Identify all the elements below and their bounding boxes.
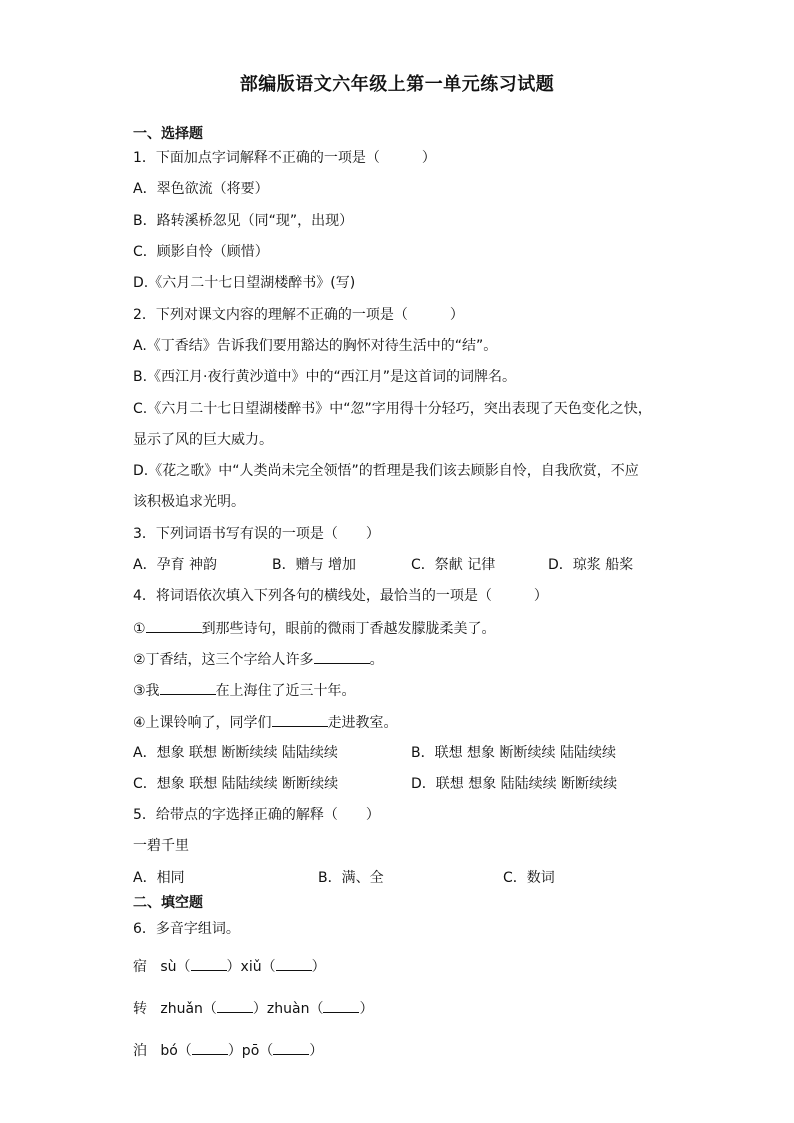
question-5-word: 一碧千里 [133, 838, 189, 854]
row-end: ） [359, 1001, 374, 1017]
fill-blank[interactable] [314, 649, 370, 664]
sentence-3-prefix: ③我 [133, 683, 160, 699]
question-2-option-d-line1: D.《花之歌》中“人类尚未完全领悟”的哲理是我们该去顾影自怜，自我欣赏，不应 [133, 463, 639, 479]
question-2-option-c-line1: C.《六月二十七日望湖楼醉书》中“忽”字用得十分轻巧，突出表现了天色变化之快， [133, 401, 652, 417]
polyphone-char: 泊 [133, 1043, 147, 1059]
question-1-option-b: B．路转溪桥忽见（同“现”，出现） [133, 213, 354, 229]
question-1-stem: 1．下面加点字词解释不正确的一项是（ ） [133, 150, 436, 166]
pinyin-2: ）pō（ [227, 1043, 274, 1059]
fill-blank[interactable] [191, 956, 227, 971]
fill-blank[interactable] [276, 956, 312, 971]
question-4-stem: 4．将词语依次填入下列各句的横线处，最恰当的一项是（ ） [133, 588, 548, 604]
question-2-option-c-line2: 显示了风的巨大威力。 [133, 432, 273, 448]
pinyin-2: ）zhuàn（ [252, 1001, 324, 1017]
sentence-4-suffix: 走进教室。 [327, 715, 398, 731]
sentence-4-prefix: ④上课铃响了，同学们 [133, 715, 272, 731]
pinyin-1: bó（ [160, 1043, 192, 1059]
question-4-option-c: C．想象 联想 陆陆续续 断断续续 [133, 776, 339, 792]
page-title: 部编版语文六年级上第一单元练习试题 [239, 74, 555, 95]
question-5-stem: 5．给带点的字选择正确的解释（ ） [133, 807, 380, 823]
section-heading-choice: 一、选择题 [133, 126, 203, 142]
section-heading-fill: 二、填空题 [133, 895, 203, 911]
row-end: ） [311, 959, 326, 975]
fill-blank[interactable] [146, 618, 202, 633]
question-5-option-a: A．相同 [133, 870, 185, 886]
question-3-option-d: D．琼浆 船桨 [548, 557, 634, 573]
question-1-option-c: C．顾影自怜（顾惜） [133, 244, 269, 260]
fill-blank[interactable] [160, 680, 216, 695]
pinyin-1: sù（ [160, 959, 191, 975]
question-3-option-a: A．孕育 神韵 [133, 557, 218, 573]
sentence-1-prefix: ① [133, 621, 146, 637]
question-2-stem: 2．下列对课文内容的理解不正确的一项是（ ） [133, 307, 464, 323]
polyphone-row-su [133, 956, 326, 977]
question-3-option-c: C．祭献 记律 [411, 557, 496, 573]
question-1-option-d: D.《六月二十七日望湖楼醉书》(写) [133, 275, 356, 291]
question-4-option-d: D．联想 想象 陆陆续续 断断续续 [411, 776, 618, 792]
question-3-option-b: B．赠与 增加 [272, 557, 357, 573]
question-4-sentence-4 [133, 712, 398, 733]
question-5-option-b: B．满、全 [318, 870, 384, 886]
polyphone-char: 转 [133, 1001, 147, 1017]
sentence-1-suffix: 到那些诗句，眼前的微雨丁香越发朦胧柔美了。 [201, 621, 496, 637]
question-5-option-c: C．数词 [503, 870, 555, 886]
polyphone-char: 宿 [133, 959, 147, 975]
pinyin-2: ）xiǔ（ [226, 959, 276, 975]
question-2-option-b: B.《西江月·夜行黄沙道中》中的“西江月”是这首词的词牌名。 [133, 369, 517, 385]
fill-blank[interactable] [217, 998, 253, 1013]
question-4-sentence-1 [133, 618, 496, 639]
question-4-option-b: B．联想 想象 断断续续 陆陆续续 [411, 745, 616, 761]
fill-blank[interactable] [192, 1040, 228, 1055]
question-4-sentence-3 [133, 680, 356, 701]
pinyin-1: zhuǎn（ [160, 1001, 217, 1017]
fill-blank[interactable] [273, 1040, 309, 1055]
question-4-option-a: A．想象 联想 断断续续 陆陆续续 [133, 745, 338, 761]
fill-blank[interactable] [323, 998, 359, 1013]
sentence-2-prefix: ②丁香结，这三个字给人许多 [133, 652, 314, 668]
sentence-3-suffix: 在上海住了近三十年。 [215, 683, 356, 699]
row-end: ） [309, 1043, 324, 1059]
question-2-option-d-line2: 该积极追求光明。 [133, 494, 245, 510]
polyphone-row-bo [133, 1040, 323, 1061]
polyphone-row-zhuan [133, 998, 373, 1019]
question-6-stem: 6．多音字组词。 [133, 921, 240, 937]
question-3-stem: 3．下列词语书写有误的一项是（ ） [133, 526, 380, 542]
fill-blank[interactable] [272, 712, 328, 727]
question-4-sentence-2 [133, 649, 384, 670]
question-1-option-a: A．翠色欲流（将要） [133, 181, 269, 197]
sentence-2-suffix: 。 [369, 652, 384, 668]
question-2-option-a: A.《丁香结》告诉我们要用豁达的胸怀对待生活中的“结”。 [133, 338, 498, 354]
